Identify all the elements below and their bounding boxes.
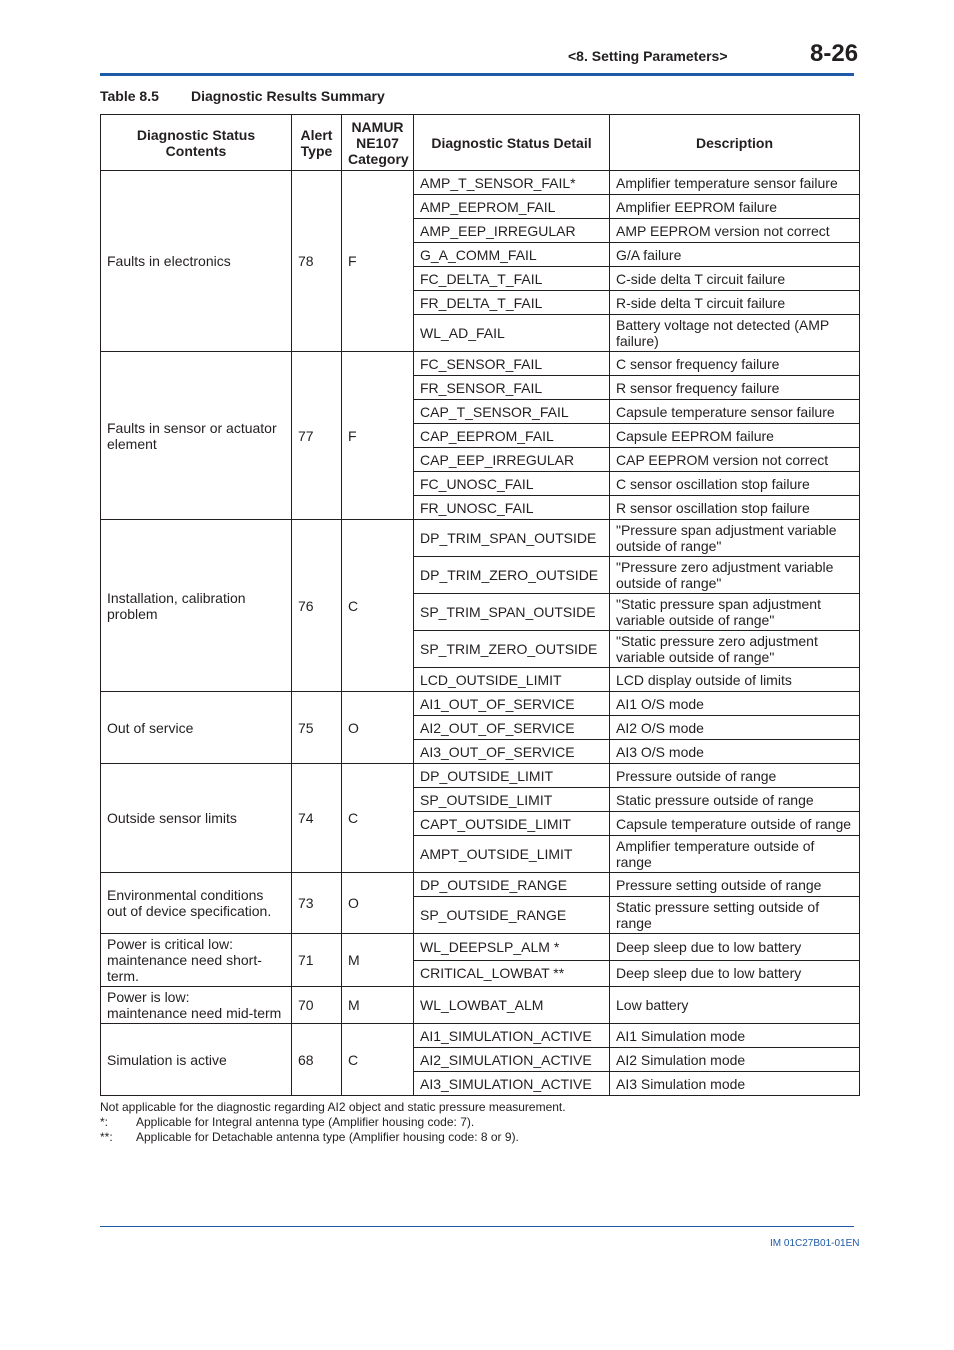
status-detail-cell: AI1_OUT_OF_SERVICE — [414, 692, 610, 716]
description-cell: Amplifier temperature sensor failure — [610, 171, 860, 195]
table-row — [101, 987, 860, 1024]
document-id: IM 01C27B01-01EN — [770, 1238, 860, 1249]
description-cell: AI1 Simulation mode — [610, 1024, 860, 1048]
header-alert-type: Alert Type — [292, 115, 342, 171]
description-cell: AI2 Simulation mode — [610, 1048, 860, 1072]
namur-category-cell: M — [342, 934, 414, 987]
alert-type-cell: 76 — [292, 520, 342, 692]
status-contents-cell: Power is critical low: maintenance need short-term. — [101, 934, 292, 987]
status-detail-cell: AI2_OUT_OF_SERVICE — [414, 716, 610, 740]
description-cell: Low battery — [610, 987, 860, 1024]
note-marker: *: — [100, 1115, 109, 1129]
header-rule — [100, 73, 854, 76]
status-detail-cell: CAP_EEPROM_FAIL — [414, 424, 610, 448]
status-contents-cell: Out of service — [101, 692, 292, 764]
description-cell: Battery voltage not detected (AMP failure) — [610, 315, 860, 352]
description-cell: R sensor oscillation stop failure — [610, 496, 860, 520]
table-row — [101, 692, 860, 716]
table-header-row — [101, 115, 860, 171]
status-detail-cell: DP_OUTSIDE_LIMIT — [414, 764, 610, 788]
description-cell: AI2 O/S mode — [610, 716, 860, 740]
status-detail-cell: SP_TRIM_SPAN_OUTSIDE — [414, 594, 610, 631]
namur-category-cell: O — [342, 873, 414, 934]
namur-category-cell: C — [342, 520, 414, 692]
status-contents-cell: Outside sensor limits — [101, 764, 292, 873]
namur-category-cell: M — [342, 987, 414, 1024]
description-cell: Static pressure outside of range — [610, 788, 860, 812]
namur-category-cell: O — [342, 692, 414, 764]
status-detail-cell: FR_DELTA_T_FAIL — [414, 291, 610, 315]
description-cell: Capsule temperature outside of range — [610, 812, 860, 836]
status-detail-cell: AMP_T_SENSOR_FAIL* — [414, 171, 610, 195]
description-cell: Pressure setting outside of range — [610, 873, 860, 897]
status-detail-cell: WL_AD_FAIL — [414, 315, 610, 352]
status-detail-cell: G_A_COMM_FAIL — [414, 243, 610, 267]
table-body — [101, 171, 860, 1096]
alert-type-cell: 74 — [292, 764, 342, 873]
status-detail-cell: FR_SENSOR_FAIL — [414, 376, 610, 400]
header-description: Description — [610, 115, 860, 171]
table-row — [101, 520, 860, 557]
namur-category-cell: F — [342, 352, 414, 520]
status-detail-cell: SP_TRIM_ZERO_OUTSIDE — [414, 631, 610, 668]
table-notes — [100, 1100, 566, 1145]
description-cell: G/A failure — [610, 243, 860, 267]
status-detail-cell: LCD_OUTSIDE_LIMIT — [414, 668, 610, 692]
status-detail-cell: DP_OUTSIDE_RANGE — [414, 873, 610, 897]
table-row — [101, 171, 860, 195]
page-number: 8-26 — [810, 40, 859, 67]
status-detail-cell: SP_OUTSIDE_LIMIT — [414, 788, 610, 812]
status-detail-cell: CAP_T_SENSOR_FAIL — [414, 400, 610, 424]
status-detail-cell: WL_LOWBAT_ALM — [414, 987, 610, 1024]
status-detail-cell: DP_TRIM_ZERO_OUTSIDE — [414, 557, 610, 594]
description-cell: "Pressure zero adjustment variable outside of range" — [610, 557, 860, 594]
description-cell: Pressure outside of range — [610, 764, 860, 788]
status-contents-cell: Faults in electronics — [101, 171, 292, 352]
status-contents-cell: Environmental conditions out of device specification. — [101, 873, 292, 934]
table-row — [101, 764, 860, 788]
note-item — [100, 1130, 566, 1145]
header-status-contents: Diagnostic Status Contents — [101, 115, 292, 171]
table-row — [101, 873, 860, 897]
status-contents-cell: Faults in sensor or actuator element — [101, 352, 292, 520]
alert-type-cell: 78 — [292, 171, 342, 352]
note-marker: **: — [100, 1130, 113, 1144]
status-detail-cell: CRITICAL_LOWBAT ** — [414, 960, 610, 987]
namur-category-cell: C — [342, 764, 414, 873]
namur-category-cell: C — [342, 1024, 414, 1096]
status-detail-cell: FR_UNOSC_FAIL — [414, 496, 610, 520]
table-row — [101, 352, 860, 376]
table-number: Table 8.5 — [100, 88, 159, 104]
status-detail-cell: FC_SENSOR_FAIL — [414, 352, 610, 376]
description-cell: Capsule EEPROM failure — [610, 424, 860, 448]
description-cell: AI1 O/S mode — [610, 692, 860, 716]
description-cell: Amplifier EEPROM failure — [610, 195, 860, 219]
table-title: Diagnostic Results Summary — [191, 88, 385, 104]
description-cell: AI3 Simulation mode — [610, 1072, 860, 1096]
note-text: Applicable for Integral antenna type (Amplifier housing code: 7). — [136, 1115, 475, 1129]
status-detail-cell: AI3_OUT_OF_SERVICE — [414, 740, 610, 764]
description-cell: C sensor oscillation stop failure — [610, 472, 860, 496]
description-cell: AI3 O/S mode — [610, 740, 860, 764]
status-detail-cell: FC_DELTA_T_FAIL — [414, 267, 610, 291]
alert-type-cell: 71 — [292, 934, 342, 987]
alert-type-cell: 70 — [292, 987, 342, 1024]
description-cell: "Static pressure zero adjustment variable outside of range" — [610, 631, 860, 668]
status-detail-cell: AI2_SIMULATION_ACTIVE — [414, 1048, 610, 1072]
description-cell: R-side delta T circuit failure — [610, 291, 860, 315]
note-item — [100, 1115, 566, 1130]
alert-type-cell: 73 — [292, 873, 342, 934]
status-detail-cell: AMP_EEP_IRREGULAR — [414, 219, 610, 243]
table-row — [101, 934, 860, 961]
namur-category-cell: F — [342, 171, 414, 352]
status-detail-cell: SP_OUTSIDE_RANGE — [414, 897, 610, 934]
diagnostic-results-table — [100, 114, 860, 1096]
status-contents-cell: Simulation is active — [101, 1024, 292, 1096]
note-intro: Not applicable for the diagnostic regarding AI2 object and static pressure measurement. — [100, 1100, 566, 1114]
header-namur-category: NAMUR NE107 Category — [342, 115, 414, 171]
description-cell: Amplifier temperature outside of range — [610, 836, 860, 873]
note-text: Applicable for Detachable antenna type (Amplifier housing code: 8 or 9). — [136, 1130, 519, 1144]
description-cell: Deep sleep due to low battery — [610, 934, 860, 961]
table-caption — [100, 88, 385, 104]
description-cell: Capsule temperature sensor failure — [610, 400, 860, 424]
status-contents-cell: Installation, calibration problem — [101, 520, 292, 692]
alert-type-cell: 75 — [292, 692, 342, 764]
table-row — [101, 1024, 860, 1048]
section-header: <8. Setting Parameters> — [568, 48, 728, 64]
status-detail-cell: FC_UNOSC_FAIL — [414, 472, 610, 496]
alert-type-cell: 68 — [292, 1024, 342, 1096]
description-cell: AMP EEPROM version not correct — [610, 219, 860, 243]
description-cell: "Static pressure span adjustment variable outside of range" — [610, 594, 860, 631]
status-detail-cell: CAP_EEP_IRREGULAR — [414, 448, 610, 472]
status-detail-cell: WL_DEEPSLP_ALM * — [414, 934, 610, 961]
status-detail-cell: CAPT_OUTSIDE_LIMIT — [414, 812, 610, 836]
status-detail-cell: AMP_EEPROM_FAIL — [414, 195, 610, 219]
description-cell: R sensor frequency failure — [610, 376, 860, 400]
status-detail-cell: AI1_SIMULATION_ACTIVE — [414, 1024, 610, 1048]
status-contents-cell: Power is low: maintenance need mid-term — [101, 987, 292, 1024]
header-status-detail: Diagnostic Status Detail — [414, 115, 610, 171]
description-cell: LCD display outside of limits — [610, 668, 860, 692]
alert-type-cell: 77 — [292, 352, 342, 520]
description-cell: CAP EEPROM version not correct — [610, 448, 860, 472]
description-cell: C sensor frequency failure — [610, 352, 860, 376]
description-cell: Static pressure setting outside of range — [610, 897, 860, 934]
description-cell: "Pressure span adjustment variable outside of range" — [610, 520, 860, 557]
footer-rule — [100, 1226, 854, 1227]
status-detail-cell: DP_TRIM_SPAN_OUTSIDE — [414, 520, 610, 557]
description-cell: Deep sleep due to low battery — [610, 960, 860, 987]
status-detail-cell: AI3_SIMULATION_ACTIVE — [414, 1072, 610, 1096]
description-cell: C-side delta T circuit failure — [610, 267, 860, 291]
status-detail-cell: AMPT_OUTSIDE_LIMIT — [414, 836, 610, 873]
